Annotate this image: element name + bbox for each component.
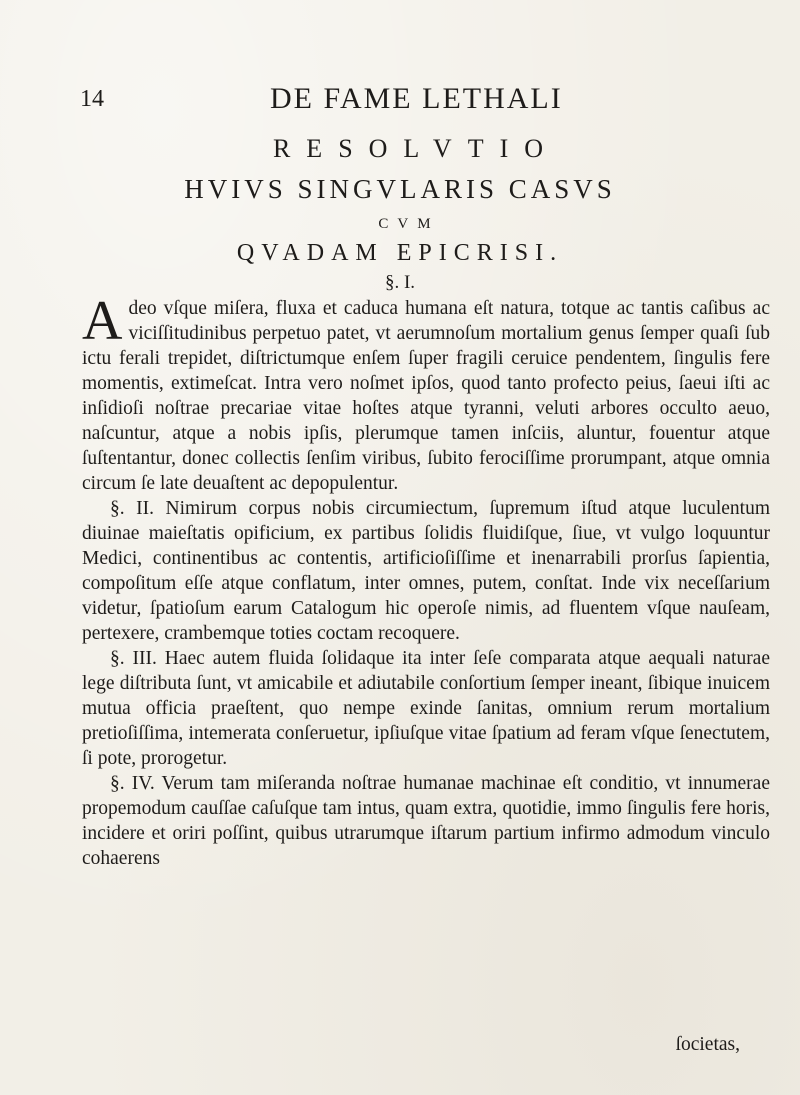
- paragraph-1-text: deo vſque miſera, fluxa et caduca humana eſt natura, totque ac tantis caſibus ac viciſſitudinibus perpetuo patet, vt aerumnoſum mortalium genus ſemper quaſi ſub ictu ferali trepidet, diſtrictumque enſem ſuper fragili ceruice pendentem, ſingulis fere momentis, extimeſcat. Intra vero noſmet ipſos, quod tanto profecto peius, ſaeui iſti ac inſidioſi noſtrae precariae vitae hoſtes atque tyranni, veluti arbores occulto aeuo, naſcuntur, atque a nobis ipſis, plerumque tamen inſciis, aluntur, fouentur atque ſuſtentantur, donec collectis ſenſim viribus, ſubito ferociſſime prorumpant, atque omnia circum ſe late deuaſtent ac depopulentur.: [82, 298, 770, 494]
- heading-huius-singularis-casus: HVIVS SINGVLARIS CASVS: [184, 174, 616, 204]
- paragraph-2: §. II. Nimirum corpus nobis circumiectum, ſupremum iſtud atque luculentum diuinae maieſtatis opificium, ex partibus ſolidis fluidiſque, ſiue, vt vulgo loquuntur Medici, continentibus ac contentis, artificioſiſſime et inenarrabili prorſus ſapientia, compoſitum eſſe atque conflatum, inter omnes, putem, conſtat. Inde vix neceſſarium videtur, ſpatioſum earum Catalogum hic operoſe nimis, ad fluentem vſque nauſeam, pertexere, crambemque toties coctam recoquere.: [82, 498, 770, 644]
- running-title: DE FAME LETHALI: [270, 82, 563, 115]
- paragraph-4: §. IV. Verum tam miſeranda noſtrae humanae machinae eſt conditio, vt innumerae propemodum cauſſae caſuſque tam intus, quam extra, quotidie, immo ſingulis fere horis, incidere et oriri poſſint, quibus utrarumque iſtarum partium infirmo admodum vinculo cohaerens: [82, 773, 770, 869]
- paragraph-1: [82, 290, 770, 496]
- heading-cum: CVM: [378, 216, 440, 232]
- page-number: 14: [80, 86, 104, 112]
- drop-cap-initial: A: [82, 290, 123, 352]
- body-text: [82, 290, 770, 871]
- catchword: ſocietas,: [675, 1034, 740, 1055]
- paragraph-3: §. III. Haec autem fluida ſolidaque ita inter ſeſe comparata atque aequali naturae lege diſtributa ſunt, vt amicabile et adiutabile conſortium ſemper ineant, ſibique inuicem mutua officia praeſtent, quo nempe exinde ſanitas, omnium rerum mortalium pretioſiſſima, intemerata conſeruetur, ipſiuſque vitae ſpatium ad feram vſque ſenectutem, ſi pote, prorogetur.: [82, 648, 770, 769]
- heading-quadam-epicrisi: QVADAM EPICRISI.: [236, 240, 564, 266]
- heading-resolutio: RESOLVTIO: [272, 134, 560, 163]
- running-head: [80, 80, 720, 120]
- section-marker-1: §. I.: [384, 272, 416, 293]
